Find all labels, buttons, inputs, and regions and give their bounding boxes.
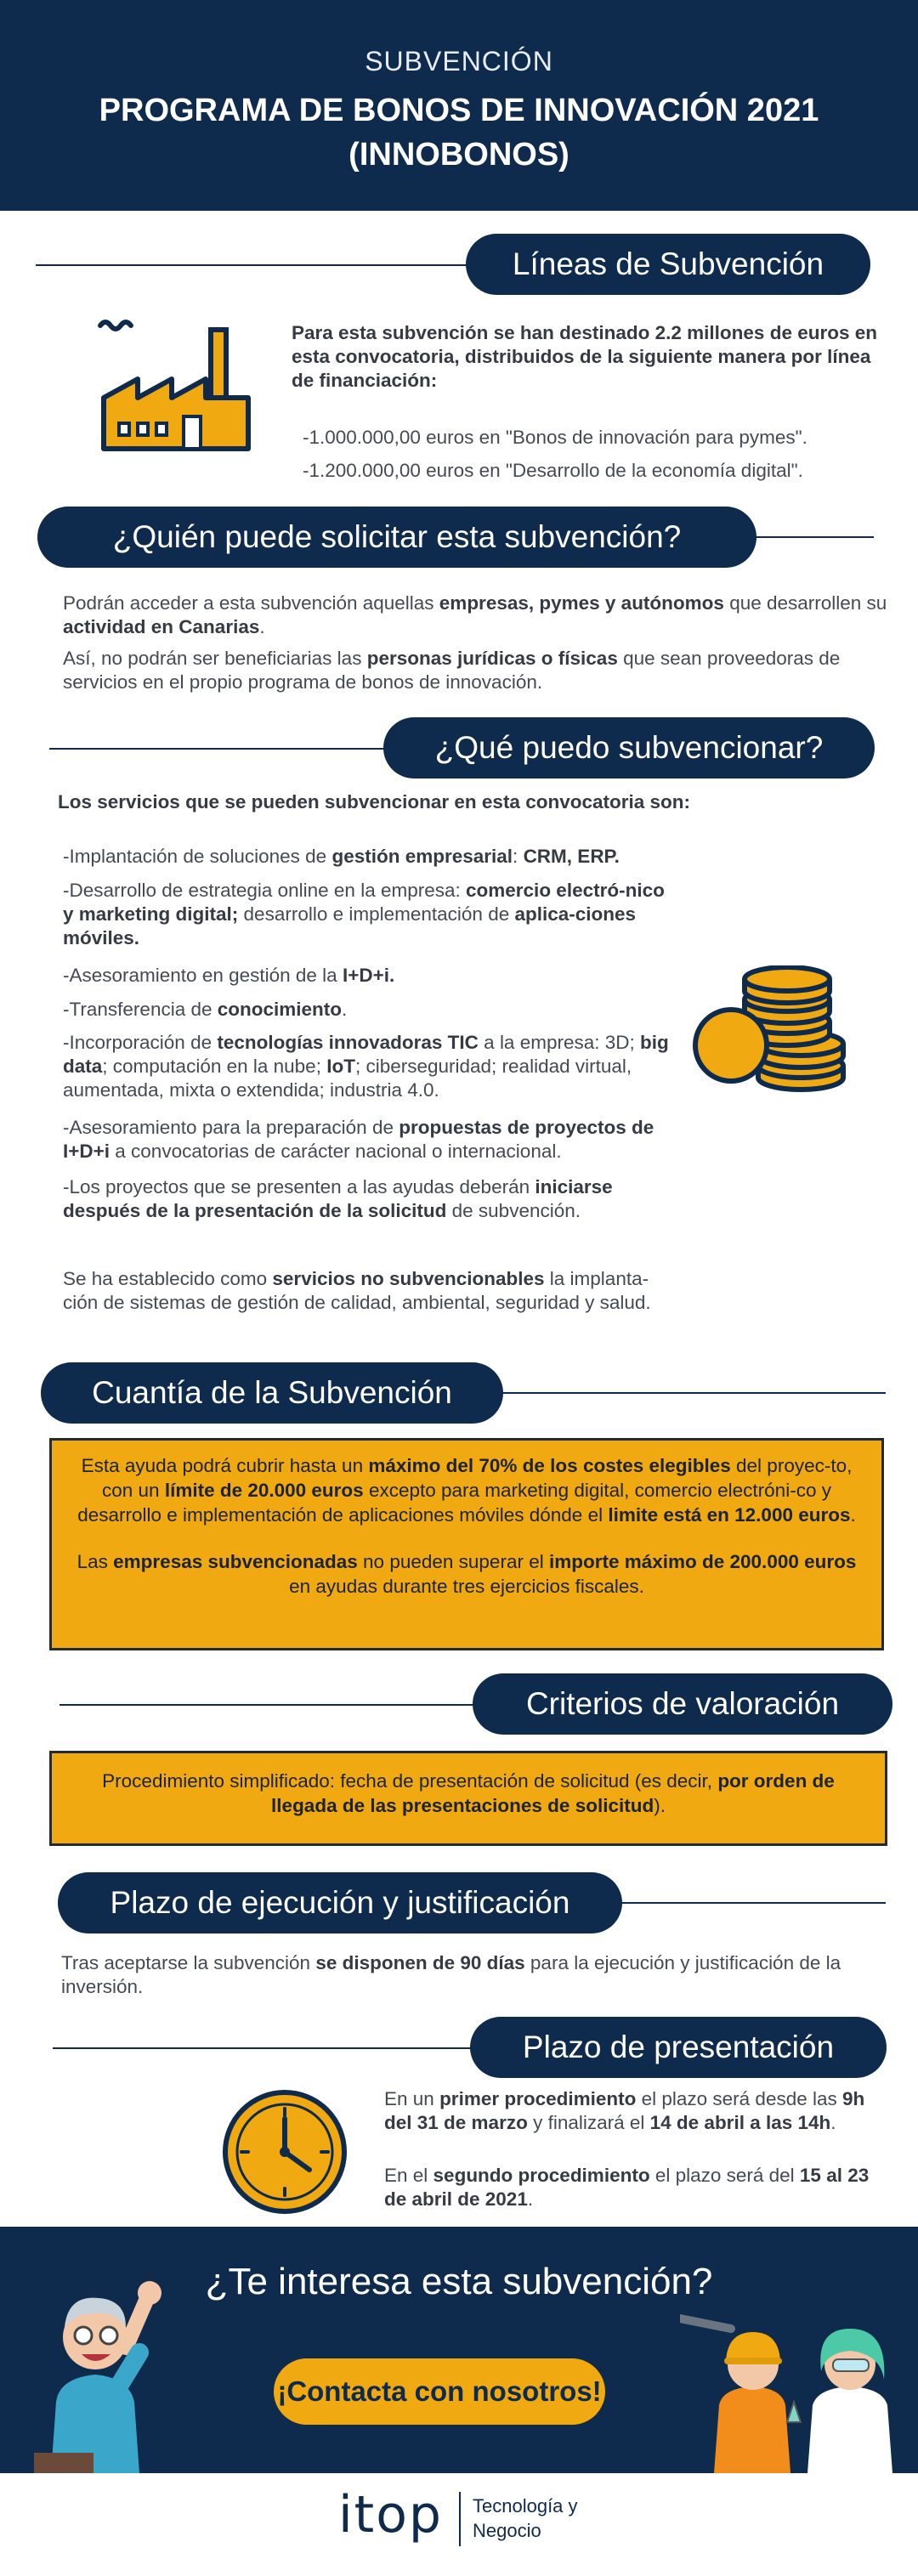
section-rule <box>748 536 874 538</box>
cta-question: ¿Te interesa esta subvención? <box>205 2261 713 2302</box>
logo-divider <box>459 2492 461 2546</box>
que-item: -Los proyectos que se presenten a las ayudas deberán iniciarse después de la presentación de la solicitud de subvención. <box>63 1176 613 1221</box>
que-item: -Asesoramiento en gestión de la I+D+i. <box>63 965 395 986</box>
coins-icon <box>690 965 870 1095</box>
section-rule <box>36 264 478 266</box>
que-lead: Los servicios que se pueden subvencionar en esta convocatoria son: <box>58 791 690 812</box>
logo-tagline <box>473 2494 578 2543</box>
header-kicker: SUBVENCIÓN <box>365 46 553 76</box>
section-title-plazo-presentacion: Plazo de presentación <box>470 2017 887 2078</box>
section-title-que: ¿Qué puedo subvencionar? <box>383 717 875 778</box>
que-note: Se ha establecido como servicios no subvencionables la implanta-ción de sistemas de gestión de calidad, ambiental, seguridad y salud. <box>63 1268 651 1313</box>
cuantia-paragraph-1: Esta ayuda podrá cubrir hasta un máximo del 70% de los costes elegibles del proyec-to, con un límite de 20.000 euros excepto para marketing digital, comercio electróni-co y desarrollo e implementación de aplicaciones móviles dónde el limite está en 12.000 euros. <box>77 1455 856 1526</box>
page-title-line1: PROGRAMA DE BONOS DE INNOVACIÓN 2021 <box>99 93 819 128</box>
workers-illustration <box>680 2295 918 2473</box>
quien-paragraph-2: Así, no podrán ser beneficiarias las personas jurídicas o físicas que sean proveedoras de servicios en el propio programa de bonos de innovación. <box>63 648 841 693</box>
section-rule <box>53 2047 478 2049</box>
cuantia-paragraph-2: Las empresas subvencionadas no pueden superar el importe máximo de 200.000 euros en ayudas durante tres ejercicios fiscales. <box>76 1551 857 1597</box>
section-title-lineas: Líneas de Subvención <box>466 234 870 295</box>
section-title-quien: ¿Quién puede solicitar esta subvención? <box>37 507 756 568</box>
section-rule <box>60 1704 484 1706</box>
cuantia-box <box>49 1438 884 1650</box>
itop-logo[interactable]: itop <box>338 2485 443 2545</box>
plazo-presentacion-text-1: En un primer procedimiento el plazo será desde las 9h del 31 de marzo y finalizará el 14 de abril a las 14h. <box>384 2088 865 2133</box>
contact-button[interactable]: ¡Contacta con nosotros! <box>274 2358 605 2425</box>
section-title-plazo-ejecucion: Plazo de ejecución y justificación <box>58 1872 622 1933</box>
que-item: -Implantación de soluciones de gestión empresarial: CRM, ERP. <box>63 846 620 867</box>
section-title-criterios: Criterios de valoración <box>473 1673 892 1735</box>
cta-banner <box>0 2227 918 2473</box>
person-illustration <box>34 2274 178 2473</box>
section-rule <box>495 1392 886 1394</box>
lineas-item-1: -1.000.000,00 euros en "Bonos de innovación para pymes". <box>303 427 808 448</box>
que-item: -Transferencia de conocimiento. <box>63 999 348 1020</box>
section-rule <box>612 1902 886 1904</box>
que-item: -Incorporación de tecnologías innovadoras TIC a la empresa: 3D; big data; computación en la nube; IoT; ciberseguridad; realidad virtual, aumentada, mixta o extendida; industria 4.0. <box>63 1032 669 1101</box>
header-banner <box>0 0 918 211</box>
quien-paragraph-1: Podrán acceder a esta subvención aquellas empresas, pymes y autónomos que desarrollen su actividad en Canarias. <box>63 592 887 637</box>
lineas-item-2: -1.200.000,00 euros en "Desarrollo de la economía digital". <box>303 460 803 481</box>
page-title <box>0 88 918 177</box>
plazo-ejecucion-text: Tras aceptarse la subvención se disponen de 90 días para la ejecución y justificación de la inversión. <box>61 1952 842 1997</box>
factory-icon <box>95 304 257 457</box>
clock-icon <box>219 2086 350 2217</box>
tagline-line1: Tecnología y <box>473 2495 578 2517</box>
section-title-cuantia: Cuantía de la Subvención <box>41 1362 503 1424</box>
criterios-box: Procedimiento simplificado: fecha de presentación de solicitud (es decir, por orden de llegada de las presentaciones de solicitud). <box>49 1751 887 1846</box>
lineas-intro: Para esta subvención se han destinado 2.2 millones de euros en esta convocatoria, distribuidos de la siguiente manera por línea de financiación: <box>292 322 877 391</box>
plazo-presentacion-text-2: En el segundo procedimiento el plazo será del 15 al 23 de abril de 2021. <box>384 2165 870 2210</box>
page-title-line2: (INNOBONOS) <box>348 137 570 173</box>
tagline-line2: Negocio <box>473 2520 541 2541</box>
que-item: -Asesoramiento para la preparación de propuestas de proyectos de I+D+i a convocatorias de carácter nacional o internacional. <box>63 1117 654 1162</box>
que-item: -Desarrollo de estrategia online en la empresa: comercio electró-nico y marketing digital; desarrollo e implementación de aplica-ciones móviles. <box>63 880 665 948</box>
section-rule <box>49 748 389 750</box>
